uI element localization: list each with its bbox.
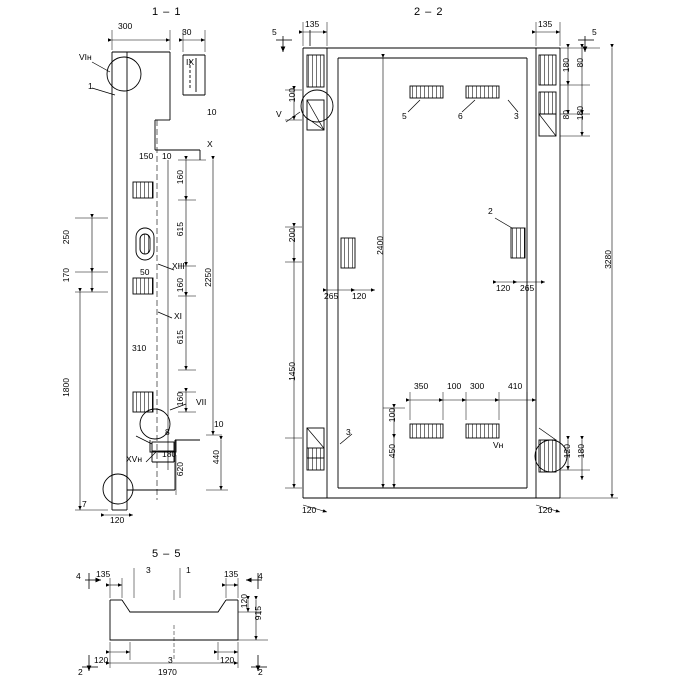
mark-xv-n: XVн: [126, 454, 143, 464]
dim-1-1-170: 170: [61, 268, 71, 283]
dim-2-2-120-bl: 120: [302, 505, 317, 515]
title-view-5-5: 5 – 5: [152, 548, 182, 560]
mark-3-bottom: 3: [346, 427, 351, 437]
dim-2-2-80b: 80: [561, 110, 571, 120]
dim-1-1-160a: 160: [175, 170, 185, 185]
dim-2-2-100c: 100: [447, 381, 462, 391]
dim-1-1-120: 120: [110, 515, 125, 525]
mark-1-55: 1: [186, 565, 191, 575]
mark-vi-n: VIн: [79, 52, 92, 62]
dim-1-1-310: 310: [132, 343, 147, 353]
dim-2-2-3280: 3280: [603, 250, 613, 269]
dim-2-2-410: 410: [508, 381, 523, 391]
dim-2-2-2400: 2400: [375, 236, 385, 255]
dim-1-1-615a: 615: [175, 222, 185, 237]
mark-2-left: 2: [78, 667, 83, 677]
dim-2-2-100-bottom: 100: [387, 408, 397, 423]
dim-5-5-120-b: 120: [220, 655, 235, 665]
dim-2-2-120-br: 120: [538, 505, 553, 515]
mark-4-left: 4: [76, 571, 81, 581]
dim-2-2-180a: 180: [561, 58, 571, 73]
dim-1-1-620: 620: [175, 462, 185, 477]
dim-1-1-2250: 2250: [203, 268, 213, 287]
dim-1-1-50: 50: [140, 267, 150, 277]
mark-6: 6: [458, 111, 463, 121]
dim-1-1-160b: 160: [175, 278, 185, 293]
dim-2-2-120b: 120: [496, 283, 511, 293]
mark-x: X: [207, 139, 213, 149]
mark-xi: XI: [174, 311, 183, 321]
dim-2-2-300: 300: [470, 381, 485, 391]
mark-3-top: 3: [514, 111, 519, 121]
mark-5: 5: [402, 111, 407, 121]
dim-5-5-120-right: 120: [239, 594, 249, 609]
dim-1-1-30: 30: [182, 27, 192, 37]
mark-vii: VII: [196, 397, 207, 407]
mark-v-n: Vн: [493, 440, 504, 450]
dim-5-5-1970: 1970: [158, 667, 177, 677]
dim-2-2-180b: 180: [575, 106, 585, 121]
dim-1-1-300: 300: [118, 21, 133, 31]
mark-xiii: XIII: [172, 261, 185, 271]
dim-5-5-120-left: 120: [94, 655, 109, 665]
mark-ix: IX: [186, 57, 195, 67]
mark-v: V: [276, 109, 282, 119]
mark-vi: 7: [82, 499, 87, 509]
dim-1-1-150: 150: [139, 151, 154, 161]
mark-2: 2: [488, 206, 493, 216]
dim-5-5-3: 3: [168, 655, 173, 665]
dim-1-1-440: 440: [211, 450, 221, 465]
dim-5-5-135-left: 135: [96, 569, 111, 579]
dim-2-2-135-right: 135: [538, 19, 553, 29]
dim-1-1-10-top: 10: [207, 107, 217, 117]
dim-2-2-265a: 265: [324, 291, 339, 301]
dim-2-2-5-right: 5: [592, 27, 597, 37]
mark-2-right: 2: [258, 667, 263, 677]
dim-1-1-250: 250: [61, 230, 71, 245]
dim-2-2-80a: 80: [575, 58, 585, 68]
mark-1: 1: [88, 81, 93, 91]
dim-2-2-1450: 1450: [287, 362, 297, 381]
dim-1-1-1800: 1800: [61, 378, 71, 397]
dim-2-2-135-left: 135: [305, 19, 320, 29]
dim-2-2-100-top: 100: [287, 88, 297, 103]
dim-2-2-120c: 120: [562, 444, 572, 459]
mark-7: 8: [165, 427, 170, 437]
dim-1-1-10b: 10: [214, 419, 224, 429]
dim-2-2-450: 450: [387, 444, 397, 459]
dim-1-1-10a: 10: [162, 151, 172, 161]
dim-2-2-180c: 180: [576, 444, 586, 459]
dim-1-1-615b: 615: [175, 330, 185, 345]
dim-1-1-180: 180: [162, 449, 177, 459]
dim-2-2-120a: 120: [352, 291, 367, 301]
title-view-2-2: 2 – 2: [414, 6, 444, 18]
mark-3-55: 3: [146, 565, 151, 575]
dim-2-2-5-left: 5: [272, 27, 277, 37]
dim-2-2-200: 200: [287, 228, 297, 243]
title-view-1-1: 1 – 1: [152, 6, 182, 18]
dim-2-2-350: 350: [414, 381, 429, 391]
dim-5-5-915: 915: [253, 606, 263, 621]
dim-5-5-135-right: 135: [224, 569, 239, 579]
dim-1-1-160c: 160: [175, 392, 185, 407]
mark-4-right: 4: [258, 571, 263, 581]
dim-2-2-265b: 265: [520, 283, 535, 293]
